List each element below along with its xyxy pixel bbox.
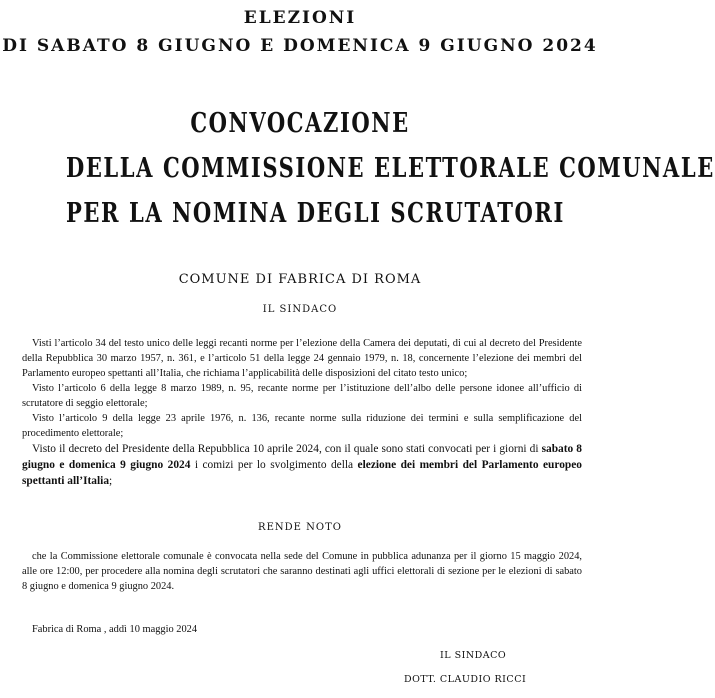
- decreto-text-1: Visto il decreto del Presidente della Repubblica 10 aprile 2024, con il quale sono stati convocati per i giorni di: [32, 443, 542, 455]
- title-nomina: PER LA NOMINA DEGLI SCRUTATORI: [66, 198, 565, 229]
- place-date: Fabrica di Roma , addì 10 maggio 2024: [32, 624, 198, 635]
- decreto-text-2: i comizi per lo svolgimento della: [190, 459, 358, 471]
- visti-paragraph-3: Visto l’articolo 9 della legge 23 aprile 1976, n. 136, recante norme sulla riduzione dei termini e sulla semplificazione del procedimento elettorale;: [22, 413, 582, 439]
- convocazione-body: [22, 549, 582, 594]
- header-election: ELEZIONI: [243, 8, 357, 28]
- decreto-paragraph: [22, 441, 582, 489]
- title-convocazione: CONVOCAZIONE: [190, 108, 410, 139]
- header-election-dates: DI SABATO 8 GIUGNO E DOMENICA 9 GIUGNO 2024: [2, 36, 598, 56]
- signature-role: IL SINDACO: [440, 650, 507, 661]
- visti-paragraph-2: Visto l’articolo 6 della legge 8 marzo 1989, n. 95, recante norme per l’istituzione dell’albo delle persone idonee all’ufficio di scrutatore di seggio elettorale;: [22, 383, 582, 409]
- preamble: [22, 336, 582, 489]
- decreto-text-3: ;: [109, 475, 113, 487]
- signature-name: DOTT. CLAUDIO RICCI: [404, 674, 527, 685]
- decreto-election-name: elezione dei membri del Parlamento europeo spettanti all’Italia: [22, 459, 582, 487]
- visti-paragraph-1: Visti l’articolo 34 del testo unico delle leggi recanti norme per l’elezione della Camera dei deputati, di cui al decreto del Presidente della Repubblica 30 marzo 1957, n. 361, e l’articolo 51 della legge 24 gennaio 1979, n. 18, concernente l’elezione dei membri del Parlamento europeo spettanti all’Italia, che richiama l’applicabilità delle disposizioni del citato testo unico;: [22, 338, 582, 379]
- decreto-election-dates: sabato 8 giugno e domenica 9 giugno 2024: [22, 443, 582, 471]
- rende-noto-heading: RENDE NOTO: [258, 522, 342, 533]
- convocazione-paragraph: che la Commissione elettorale comunale è convocata nella sede del Comune in pubblica adunanza per il giorno 15 maggio 2024, alle ore 12:00, per procedere alla nomina degli scrutatori che saranno destinati agli uffici elettorali di sezione per le elezioni di sabato 8 giugno e domenica 9 giugno 2024.: [22, 551, 582, 592]
- title-commissione: DELLA COMMISSIONE ELETTORALE COMUNALE: [66, 153, 715, 184]
- authority-heading: IL SINDACO: [262, 304, 338, 315]
- comune-name: COMUNE DI FABRICA DI ROMA: [178, 272, 422, 287]
